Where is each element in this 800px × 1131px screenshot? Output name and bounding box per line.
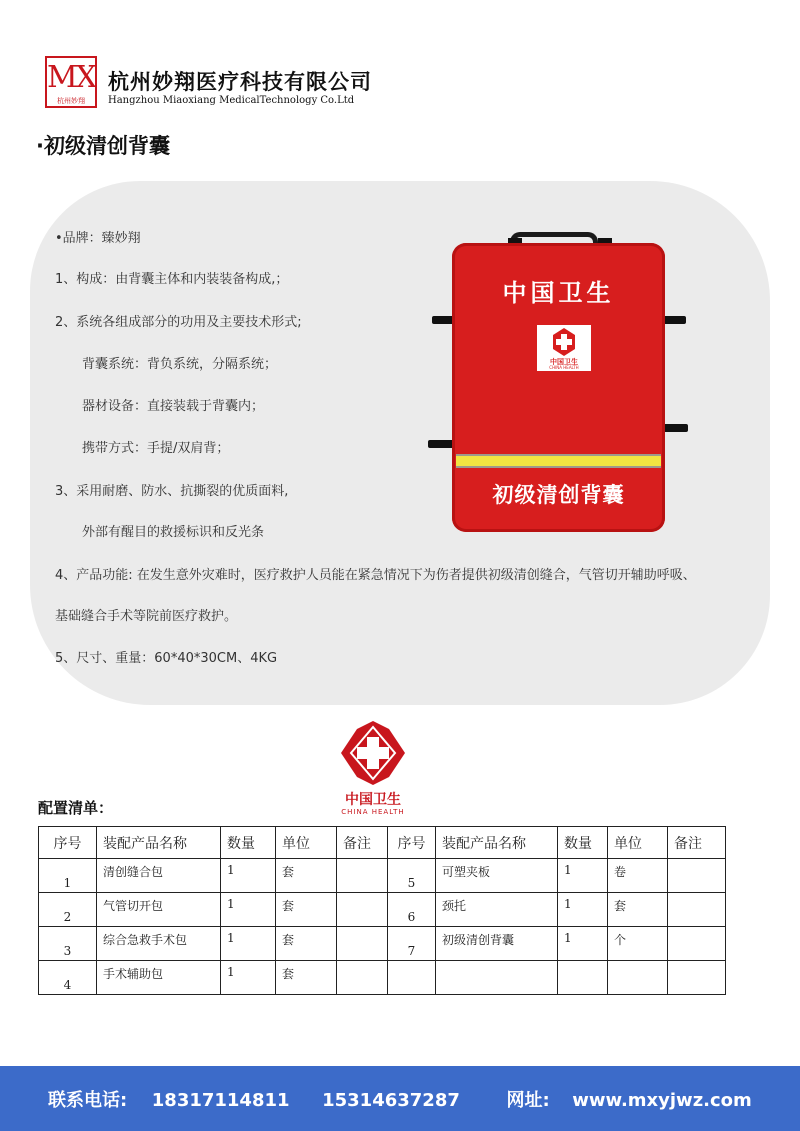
table-header-row [39,827,726,859]
spec-line-3a: 外部有醒目的救援标识和反光条 [82,525,265,540]
table-row [39,961,726,995]
table-cell: 可塑夹板 [436,859,558,893]
spec-line-3: 3、采用耐磨、防水、抗撕裂的优质面料, [55,484,289,499]
reflective-stripe [456,454,661,468]
table-cell: 卷 [608,859,668,893]
table-cell: 6 [388,893,436,927]
spec-line-4: 4、产品功能: 在发生意外灾难时，医疗救护人员能在紧急情况下为伤者提供初级清创缝合，气管切开辅助呼吸、 [55,568,696,583]
table-cell [436,961,558,995]
china-health-en: CHINA HEALTH [341,808,405,816]
logo-sub-text: 杭州妙翔 [57,97,85,105]
phone-label: 联系电话: [48,1090,128,1111]
spec-line-1: 1、构成：由背囊主体和内装装备构成,； [55,272,289,287]
table-cell [668,859,726,893]
backpack-label-en: CHINA HEALTH [549,365,579,370]
table-cell [388,961,436,995]
brand-line: •品牌：臻妙翔 [55,231,141,246]
phone-number-2[interactable]: 15314637287 [322,1090,460,1111]
china-health-logo-icon [339,719,407,787]
china-health-text: 中国卫生 [345,792,401,808]
table-cell: 1 [39,859,97,893]
table-cell [337,927,388,961]
footer-contact [48,1086,752,1112]
table-cell: 套 [276,859,337,893]
spec-line-2b: 器材设备：直接装载于背囊内； [82,399,265,414]
table-row [39,927,726,961]
table-cell: 套 [276,893,337,927]
backpack-image [452,243,665,532]
table-cell: 1 [221,859,276,893]
table-cell: 3 [39,927,97,961]
website-label: 网址: [506,1090,550,1111]
table-cell: 初级清创背囊 [436,927,558,961]
table-cell: 1 [558,893,608,927]
company-name-cn: 杭州妙翔医疗科技有限公司 [108,70,372,94]
phone-number-1[interactable]: 18317114811 [151,1090,290,1111]
table-cell [668,961,726,995]
page-title: ·初级清创背囊 [36,134,170,158]
header-cell: 单位 [276,827,337,859]
table-cell: 2 [39,893,97,927]
table-cell [668,927,726,961]
table-cell: 1 [558,927,608,961]
table-cell [337,961,388,995]
table-row [39,893,726,927]
backpack-strap [428,440,454,448]
table-cell: 1 [221,893,276,927]
header-cell: 备注 [337,827,388,859]
table-cell [668,893,726,927]
table-cell: 个 [608,927,668,961]
table-cell: 1 [221,961,276,995]
table-cell: 1 [221,927,276,961]
header-cell: 装配产品名称 [97,827,221,859]
header-cell: 装配产品名称 [436,827,558,859]
table-cell: 清创缝合包 [97,859,221,893]
table-cell [558,961,608,995]
spec-line-5: 5、尺寸、重量：60*40*30CM、4KG [55,651,278,666]
table-cell: 4 [39,961,97,995]
config-title: 配置清单： [38,799,114,817]
table-cell: 颈托 [436,893,558,927]
backpack-label-text: 中国卫生 [550,358,578,366]
header-cell: 备注 [668,827,726,859]
company-logo [45,56,97,108]
logo-mark: MX [47,60,96,95]
table-cell: 5 [388,859,436,893]
header-cell: 数量 [558,827,608,859]
table-cell: 套 [276,927,337,961]
spec-line-2c: 携带方式：手提/双肩背； [82,441,230,456]
table-row [39,859,726,893]
table-cell [337,859,388,893]
table-cell: 1 [558,859,608,893]
spec-line-2a: 背囊系统：背负系统，分隔系统； [82,357,278,372]
header-cell: 数量 [221,827,276,859]
backpack-top-text: 中国卫生 [502,279,615,307]
table-cell: 7 [388,927,436,961]
backpack-bottom-text: 初级清创背囊 [492,483,625,507]
backpack-label [537,325,591,371]
table-cell: 综合急救手术包 [97,927,221,961]
header-cell: 序号 [39,827,97,859]
table-cell: 气管切开包 [97,893,221,927]
backpack-strap [662,424,688,432]
header-cell: 单位 [608,827,668,859]
website-link[interactable]: www.mxyjwz.com [572,1090,752,1111]
spec-line-4b: 基础缝合手术等院前医疗救护。 [55,609,238,624]
config-table [38,826,726,995]
spec-line-2: 2、系统各组成部分的功用及主要技术形式; [55,315,302,330]
table-cell: 手术辅助包 [97,961,221,995]
table-cell: 套 [276,961,337,995]
table-cell [337,893,388,927]
company-name-en: Hangzhou Miaoxiang MedicalTechnology Co.Ltd [108,95,355,106]
header-cell: 序号 [388,827,436,859]
table-cell: 套 [608,893,668,927]
table-cell [608,961,668,995]
